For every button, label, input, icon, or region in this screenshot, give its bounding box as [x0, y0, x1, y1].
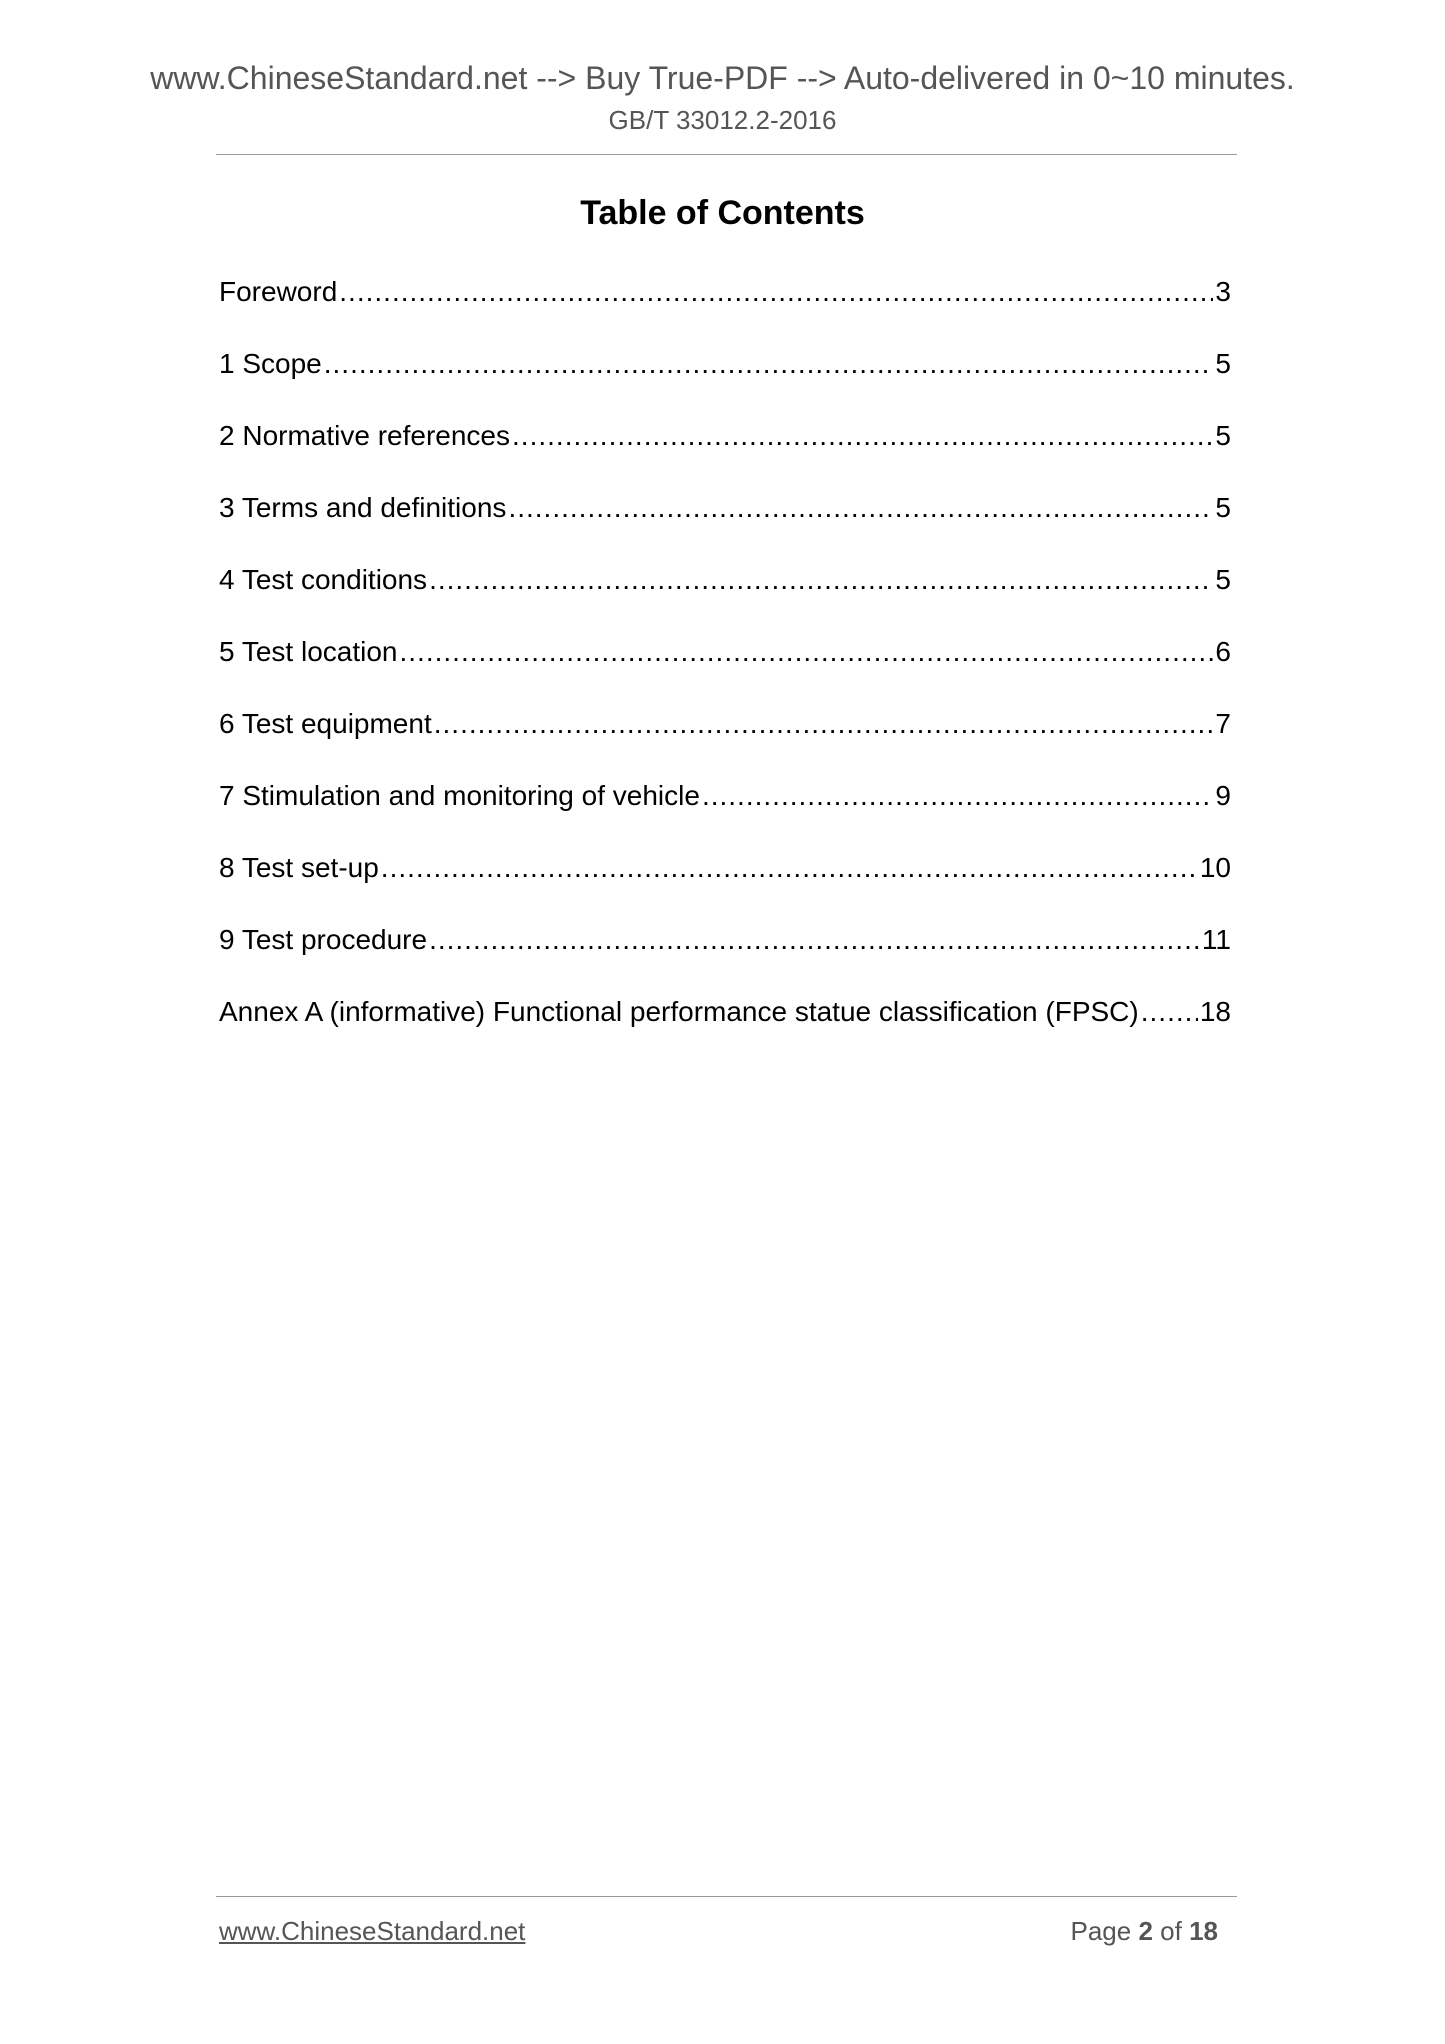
toc-entry-terms-and-definitions[interactable] [219, 488, 1231, 560]
page-prefix: Page [1070, 1916, 1132, 1946]
toc-entry-foreword[interactable] [219, 272, 1231, 344]
toc-entry-test-procedure[interactable] [219, 920, 1231, 992]
toc-entry-label: 5 Test location [219, 636, 398, 667]
toc-entry-page: 7 [1215, 708, 1231, 739]
toc-entry-normative-references[interactable] [219, 416, 1231, 488]
dot-leader [702, 776, 1213, 816]
toc-entry-page: 5 [1215, 420, 1231, 451]
footer-website-link[interactable]: www.ChineseStandard.net [219, 1916, 526, 1946]
dot-leader [429, 920, 1200, 960]
toc-entry-label: 9 Test procedure [219, 924, 428, 955]
toc-entry-label: 6 Test equipment [219, 708, 432, 739]
toc-entry-page: 5 [1215, 492, 1231, 523]
toc-entry-scope[interactable] [219, 344, 1231, 416]
dot-leader [429, 560, 1213, 600]
toc-entry-test-set-up[interactable] [219, 848, 1231, 920]
toc-entry-label: Annex A (informative) Functional performance statue classification (FPSC) [219, 996, 1139, 1027]
page-current: 2 [1138, 1916, 1153, 1946]
toc-entry-test-conditions[interactable] [219, 560, 1231, 632]
standard-code: GB/T 33012.2-2016 [608, 105, 837, 135]
dot-leader [434, 704, 1214, 744]
toc-entry-label: 4 Test conditions [219, 564, 428, 595]
header-divider [216, 154, 1237, 155]
table-of-contents [219, 272, 1231, 1064]
page-total: 18 [1189, 1916, 1218, 1946]
dot-leader [381, 848, 1198, 888]
toc-entry-page: 11 [1201, 924, 1231, 955]
toc-entry-label: Foreword [219, 276, 338, 307]
toc-entry-label: 1 Scope [219, 348, 322, 379]
toc-entry-page: 5 [1215, 564, 1231, 595]
toc-entry-page: 6 [1215, 636, 1231, 667]
toc-entry-label: 8 Test set-up [219, 852, 379, 883]
toc-entry-stimulation-and-monitoring[interactable] [219, 776, 1231, 848]
header-banner: www.ChineseStandard.net --> Buy True-PDF --> Auto-delivered in 0~10 minutes. [150, 60, 1295, 96]
dot-leader [512, 416, 1213, 456]
dot-leader [508, 488, 1213, 528]
page-of: of [1160, 1916, 1182, 1946]
toc-entry-label: 2 Normative references [219, 420, 511, 451]
dot-leader [324, 344, 1214, 384]
page-number [1070, 1914, 1218, 1948]
toc-entry-test-equipment[interactable] [219, 704, 1231, 776]
toc-entry-label: 7 Stimulation and monitoring of vehicle [219, 780, 700, 811]
toc-entry-label: 3 Terms and definitions [219, 492, 507, 523]
dot-leader [1141, 992, 1198, 1032]
toc-entry-annex-a[interactable] [219, 992, 1231, 1064]
dot-leader [339, 272, 1213, 312]
toc-entry-page: 5 [1215, 348, 1231, 379]
toc-entry-page: 10 [1199, 852, 1231, 883]
dot-leader [400, 632, 1214, 672]
toc-entry-page: 9 [1215, 780, 1231, 811]
toc-entry-page: 18 [1199, 996, 1231, 1027]
toc-entry-test-location[interactable] [219, 632, 1231, 704]
toc-title: Table of Contents [580, 194, 865, 232]
footer-divider [216, 1896, 1237, 1897]
toc-entry-page: 3 [1215, 276, 1231, 307]
